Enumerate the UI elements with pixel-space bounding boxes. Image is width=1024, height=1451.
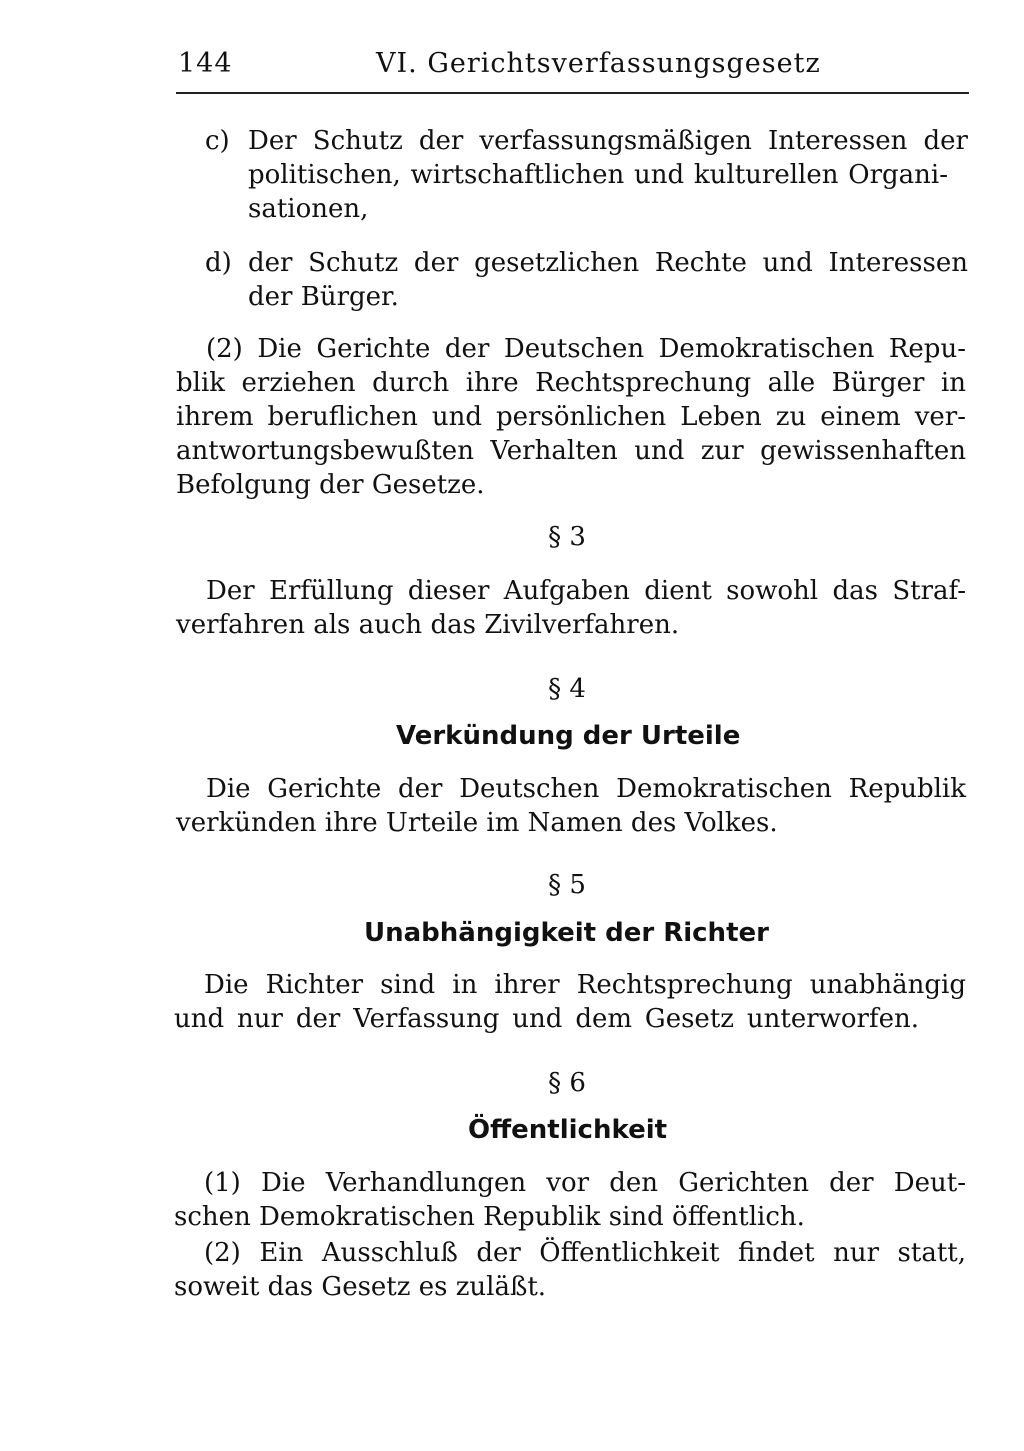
section-3-line-1: Der Erfüllung dieser Aufgaben dient sowohl das Straf- — [206, 576, 966, 606]
paragraph-2-line-5: Befolgung der Gesetze. — [176, 470, 485, 500]
paragraph-2-line-2: blik erziehen durch ihre Rechtsprechung alle Bürger in — [176, 368, 966, 398]
paragraph-2-line-3: ihrem beruflichen und persönlichen Leben zu einem ver- — [176, 402, 966, 432]
section-4-line-2: verkünden ihre Urteile im Namen des Volkes. — [176, 808, 778, 838]
section-6-title: Öffentlichkeit — [468, 1115, 668, 1145]
section-3-text — [176, 574, 966, 642]
section-5-line-2: und nur der Verfassung und dem Gesetz unterworfen. — [174, 1004, 919, 1034]
section-6-p2-line-2: soweit das Gesetz es zuläßt. — [174, 1272, 547, 1302]
section-6-number: § 6 — [548, 1068, 586, 1098]
paragraph-2 — [176, 332, 966, 502]
section-5-number: § 5 — [548, 870, 586, 900]
list-item-c-line-1: Der Schutz der verfassungsmäßigen Interessen der — [248, 126, 968, 156]
paragraph-2-line-4: antwortungsbewußten Verhalten und zur gewissenhaften — [176, 436, 966, 466]
list-item-d-line-2: der Bürger. — [248, 282, 399, 312]
section-4-text — [176, 772, 966, 840]
list-marker-c: c) — [205, 126, 230, 156]
list-item-d-line-1: der Schutz der gesetzlichen Rechte und Interessen — [248, 248, 968, 278]
section-5-text — [174, 968, 966, 1036]
header-rule — [176, 92, 969, 94]
section-4-number: § 4 — [548, 674, 586, 704]
section-6-p1-line-1: (1) Die Verhandlungen vor den Gerichten der Deut- — [204, 1168, 966, 1198]
section-6-p2-line-1: (2) Ein Ausschluß der Öffentlichkeit findet nur statt, — [204, 1238, 966, 1268]
list-item-c-line-2: politischen, wirtschaftlichen und kulturellen Organi- — [248, 160, 948, 190]
section-5-title: Unabhängigkeit der Richter — [364, 918, 769, 948]
section-6-paragraph-1 — [174, 1166, 966, 1234]
section-6-paragraph-2 — [174, 1236, 966, 1304]
section-3-number: § 3 — [548, 522, 586, 552]
section-6-p1-line-2: schen Demokratischen Republik sind öffentlich. — [174, 1202, 805, 1232]
paragraph-2-line-1: (2) Die Gerichte der Deutschen Demokratischen Repu- — [206, 334, 966, 364]
running-title: VI. Gerichtsverfassungsgesetz — [376, 48, 821, 79]
section-4-title: Verkündung der Urteile — [396, 721, 741, 751]
page-header — [178, 48, 968, 88]
section-4-line-1: Die Gerichte der Deutschen Demokratischen Republik — [206, 774, 966, 804]
list-item-c-line-3: sationen, — [248, 194, 369, 224]
page-number: 144 — [178, 48, 233, 79]
section-5-line-1: Die Richter sind in ihrer Rechtsprechung unabhängig — [204, 970, 966, 1000]
section-3-line-2: verfahren als auch das Zivilverfahren. — [176, 610, 680, 640]
list-marker-d: d) — [205, 248, 232, 278]
